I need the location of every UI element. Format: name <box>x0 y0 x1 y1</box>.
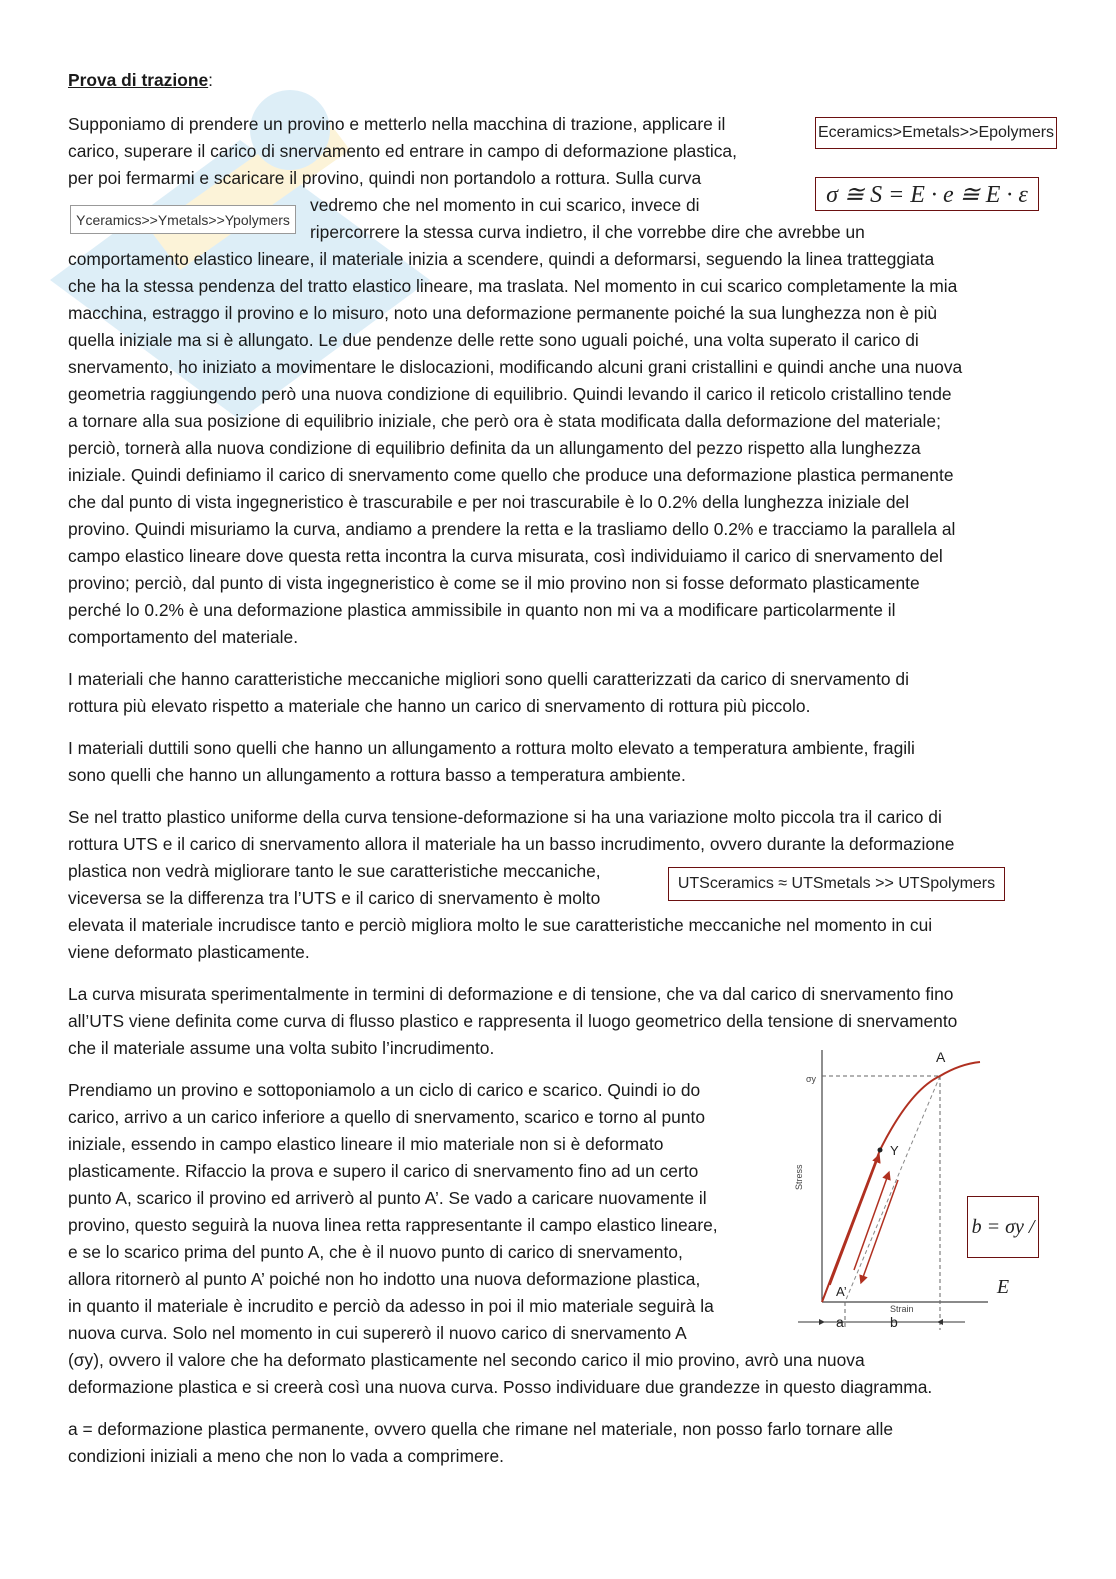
p6-line: plasticamente. Rifaccio la prova e supero il carico di snervamento fino ad un certo <box>68 1161 699 1181</box>
p4-line: elevata il materiale incrudisce tanto e perciò migliora molto le sue caratteristiche meccaniche nel momento in cui <box>68 915 933 935</box>
p4-line: plastica non vedrà migliorare tanto le sue caratteristiche meccaniche, <box>68 861 601 881</box>
p1-line: che ha la stessa pendenza del tratto elastico lineare, ma traslata. Nel momento in cui scarico completamente la mia <box>68 276 958 296</box>
p4-line: rottura UTS e il carico di snervamento allora il materiale ha un basso incrudimento, ovvero durante la deformazione <box>68 834 955 854</box>
p6-line: nuova curva. Solo nel momento in cui supererò il nuovo carico di snervamento A <box>68 1323 687 1343</box>
sigma-relation-text: σ ≅ S = E · e ≅ E · ε <box>826 181 1028 208</box>
p1-line: vedremo che nel momento in cui scarico, invece di <box>310 195 700 215</box>
p1-line: che dal punto di vista ingegneristico è trascurabile e per noi trascurabile è lo 0.2% della lunghezza iniziale del <box>68 492 910 512</box>
b-formula-text: b = σy / E <box>971 1216 1035 1298</box>
p1-line: comportamento elastico lineare, il materiale inizia a scendere, quindi a deformarsi, seguendo la linea tratteggiata <box>68 249 935 269</box>
stress-strain-diagram <box>790 1040 990 1340</box>
p1-line: per poi fermarmi e scaricare il provino, quindi non portandolo a rottura. Sulla curva <box>68 168 702 188</box>
p1-line: carico, superare il carico di snervamento ed entrare in campo di deformazione plastica, <box>68 141 737 161</box>
p1-line: geometria raggiungendo però una nuova condizione di equilibrio. Quindi levando il carico il reticolo cristallino tende <box>68 384 952 404</box>
uts-relation-text: UTSceramics ≈ UTSmetals >> UTSpolymers <box>677 875 996 892</box>
y-relation-box <box>70 205 296 234</box>
p1-line: macchina, estraggo il provino e lo misuro, noto una deformazione permanente poiché la sua lunghezza non è più <box>68 303 938 323</box>
p1-line: provino. Quindi misuriamo la curva, andiamo a prendere la retta e la trasliamo dello 0.2% e tracciamo la parallela al <box>68 519 956 539</box>
p1-line: a tornare alla sua posizione di equilibrio iniziale, che però ora è stata modificata dalla deformazione del materiale; <box>68 411 941 431</box>
label-b: b <box>890 1314 898 1330</box>
p6-line: deformazione plastica e si creerà così una nuova curva. Posso individuare due grandezze in questo diagramma. <box>68 1377 933 1397</box>
label-sigma-y: σy <box>806 1074 817 1084</box>
unload-arrow <box>862 1180 898 1280</box>
page-title-line <box>68 70 213 90</box>
p6-line: iniziale, essendo in campo elastico lineare il mio materiale non si è deformato <box>68 1134 664 1154</box>
p1-line: Supponiamo di prendere un provino e metterlo nella macchina di trazione, applicare il <box>68 114 726 134</box>
p2-line: I materiali che hanno caratteristiche meccaniche migliori sono quelli caratterizzati da carico di snervamento di <box>68 669 909 689</box>
e-relation-text: Eceramics>Emetals>>Epolymers <box>817 124 1055 141</box>
label-A-prime: A’ <box>836 1284 847 1299</box>
label-stress: Stress <box>794 1164 804 1190</box>
p6-line: provino, questo seguirà la nuova linea retta rappresentante il campo elastico lineare, <box>68 1215 718 1235</box>
p6-line: Prendiamo un provino e sottoponiamolo a un ciclo di carico e scarico. Quindi io do <box>68 1080 701 1100</box>
e-relation-box <box>815 117 1057 149</box>
p3-line: sono quelli che hanno un allungamento a rottura basso a temperatura ambiente. <box>68 765 686 785</box>
p1-line: snervamento, ho iniziato a movimentare le dislocazioni, modificando alcuni grani cristallini e quindi anche una nuova <box>68 357 963 377</box>
sigma-relation-box <box>815 177 1039 211</box>
uts-relation-box <box>668 867 1005 901</box>
unload-line <box>845 1076 940 1302</box>
label-A: A <box>936 1049 946 1065</box>
p1-line: perciò, tornerà alla nuova condizione di equilibrio definita da un allungamento del pezzo rispetto alla lunghezza <box>68 438 921 458</box>
stress-strain-curve <box>822 1062 980 1302</box>
p4-line: Se nel tratto plastico uniforme della curva tensione-deformazione si ha una variazione molto piccola tra il carico di <box>68 807 942 827</box>
label-a: a <box>836 1314 844 1330</box>
p6-line: (σy), ovvero il valore che ha deformato plasticamente nel secondo carico il mio provino, avrò una nuova <box>68 1350 865 1370</box>
p5-line: all’UTS viene definita come curva di flusso plastico e rappresenta il luogo geometrico della tensione di snervamento <box>68 1011 958 1031</box>
p1-line: comportamento del materiale. <box>68 627 299 647</box>
p4-line: viene deformato plasticamente. <box>68 942 310 962</box>
p6-line: punto A, scarico il provino ed arriverò al punto A’. Se vado a caricare nuovamente il <box>68 1188 707 1208</box>
p6-line: allora ritornerò al punto A’ poiché non ho indotto una nuova deformazione plastica, <box>68 1269 701 1289</box>
yield-point <box>878 1148 883 1153</box>
title-colon: : <box>208 70 213 90</box>
p4-line: viceversa se la differenza tra l’UTS e il carico di snervamento è molto <box>68 888 601 908</box>
p1-line: provino; perciò, dal punto di vista ingegneristico è come se il mio provino non si fosse deformato plasticamente <box>68 573 920 593</box>
p1-line: campo elastico lineare dove questa retta incontra la curva misurata, così individuiamo il carico di snervamento del <box>68 546 943 566</box>
y-relation-text: Yceramics>>Ymetals>>Ypolymers <box>76 211 290 228</box>
p1-line: iniziale. Quindi definiamo il carico di snervamento come quello che produce una deformazione plastica permanente <box>68 465 954 485</box>
p5-line: La curva misurata sperimentalmente in termini di deformazione e di tensione, che va dal carico di snervamento fino <box>68 984 954 1004</box>
p2-line: rottura più elevato rispetto a materiale che hanno un carico di snervamento di rottura più piccolo. <box>68 696 811 716</box>
p7-line: a = deformazione plastica permanente, ovvero quella che rimane nel materiale, non posso farlo tornare alle <box>68 1419 894 1439</box>
label-Y: Y <box>890 1143 899 1158</box>
p6-line: carico, arrivo a un carico inferiore a quello di snervamento, scarico e torno al punto <box>68 1107 706 1127</box>
b-formula-box <box>967 1196 1039 1298</box>
p1-line: perché lo 0.2% è una deformazione plastica ammissibile in quanto non mi va a modificare particolarmente il <box>68 600 896 620</box>
p1-line: ripercorrere la stessa curva indietro, il che vorrebbe dire che avrebbe un <box>310 222 865 242</box>
p7-line: condizioni iniziali a meno che non lo vada a comprimere. <box>68 1446 504 1466</box>
page-title: Prova di trazione <box>68 70 209 90</box>
label-strain: Strain <box>890 1304 914 1314</box>
p3-line: I materiali duttili sono quelli che hanno un allungamento a rottura molto elevato a temperatura ambiente, fragili <box>68 738 915 758</box>
p6-line: in quanto il materiale è incrudito e perciò da adesso in poi il mio materiale seguirà la <box>68 1296 714 1316</box>
p5-line: che il materiale assume una volta subito l’incrudimento. <box>68 1038 495 1058</box>
p1-line: quella iniziale ma si è allungato. Le due pendenze delle rette sono uguali poiché, una volta superato il carico di <box>68 330 919 350</box>
p6-line: e se lo scarico prima del punto A, che è il nuovo punto di carico di snervamento, <box>68 1242 683 1262</box>
